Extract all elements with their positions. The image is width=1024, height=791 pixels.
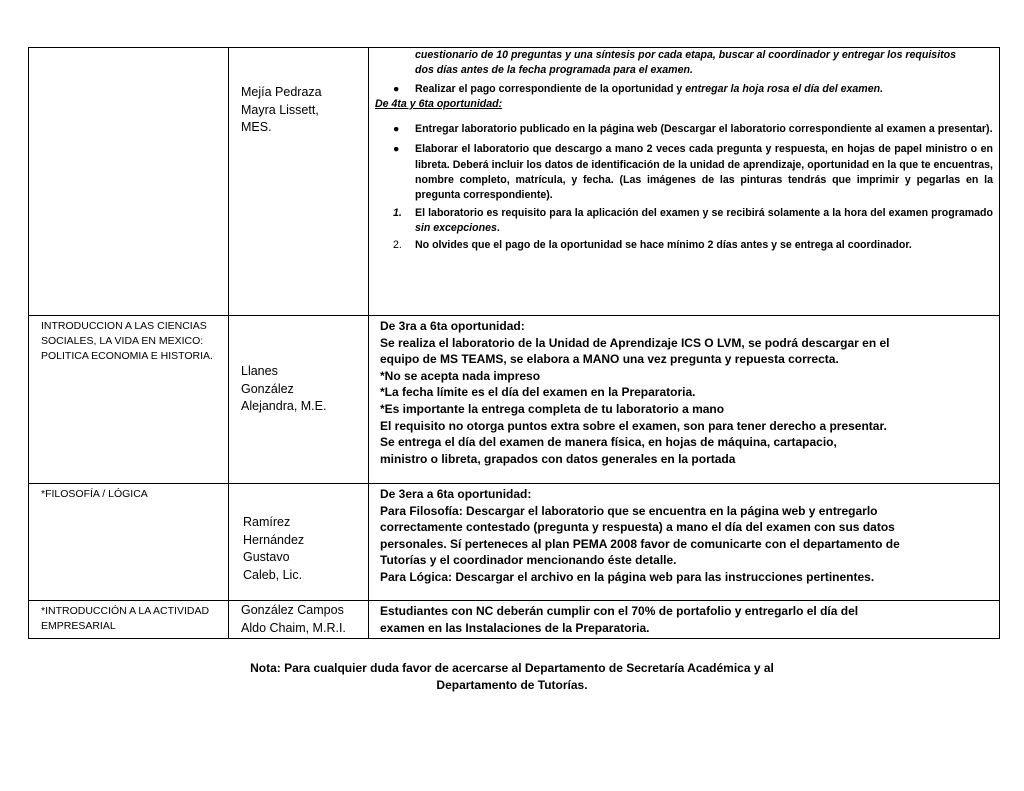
bullet-text: Realizar el pago correspondiente de la oportunidad y (415, 82, 686, 95)
requirement-line: De 3ra a 6ta oportunidad: (380, 319, 525, 333)
note-line: Nota: Para cualquier duda favor de acercarse al Departamento de Secretaría Académica y al (250, 661, 774, 675)
bullet-icon: ● (393, 143, 400, 156)
requirement-line: Tutorías y el coordinador mencionando éste detalle. (380, 553, 677, 568)
bullet-text: Elaborar el laboratorio que descargo a mano 2 veces cada pregunta y respuesta, en hojas de papel ministro o en libreta. Deberá incluir los datos de identificación de la unidad de aprendizaje, oportunidad en la que te encuentras, nombre completo, matrícula, y fecha. (Las imágenes de las pinturas tendrás que imprimir y pegarlas en la pregunta correspondiente). (415, 143, 993, 202)
table-row (29, 601, 1000, 639)
requirement-line: correctamente contestado (pregunta y respuesta) a mano el día del examen con sus datos (380, 520, 895, 535)
list-text: El laboratorio es requisito para la aplicación del examen y se recibirá solamente a la hora del examen programado (415, 206, 993, 219)
bullet-text-italic: entregar la hoja rosa el día del examen. (685, 82, 884, 95)
list-item (375, 238, 993, 253)
teacher-line: Aldo Chaim, M.R.I. (241, 620, 346, 635)
list-text: No olvides que el pago de la oportunidad se hace mínimo 2 días antes y se entrega al coordinador. (415, 239, 912, 252)
teacher-cell (229, 316, 369, 484)
teacher-line: Hernández (243, 532, 305, 547)
requirement-line: Para Filosofía: Descargar el laboratorio que se encuentra en la página web y entregarlo (380, 503, 878, 518)
list-item (375, 206, 993, 237)
requirements-cell (369, 601, 1000, 639)
teacher-line: Caleb, Lic. (243, 567, 303, 582)
requirement-line: *Es importante la entrega completa de tu laboratorio a mano (380, 401, 725, 416)
list-item (375, 122, 993, 137)
teacher-line: Mejía Pedraza (241, 85, 322, 99)
teacher-line: MES. (241, 120, 272, 134)
bullet-icon: ● (393, 123, 400, 136)
list-item (375, 82, 993, 97)
requirements-table (28, 47, 1000, 639)
teacher-cell (229, 48, 369, 316)
requirement-line: examen en las Instalaciones de la Preparatoria. (380, 620, 650, 635)
teacher-line: González (241, 381, 294, 396)
list-number: 2. (393, 239, 402, 252)
requirements-cell (369, 316, 1000, 484)
subject-cell: *INTRODUCCIÓN A LA ACTIVIDAD EMPRESARIAL (29, 601, 229, 639)
list-text-italic: sin excepciones (415, 221, 497, 234)
list-text: . (496, 221, 500, 234)
continued-text: dos días antes de la fecha programada para el examen. (415, 64, 693, 77)
teacher-line: González Campos (241, 603, 344, 617)
note-line: Departamento de Tutorías. (436, 678, 588, 692)
requirement-line: equipo de MS TEAMS, se elabora a MANO una vez pregunta y repuesta correcta. (380, 352, 839, 367)
requirement-line: Se realiza el laboratorio de la Unidad de Aprendizaje ICS O LVM, se podrá descargar en el (380, 335, 890, 350)
table-row (29, 48, 1000, 316)
table-row (29, 484, 1000, 601)
requirement-line: *La fecha límite es el día del examen en la Preparatoria. (380, 385, 696, 400)
table-row (29, 316, 1000, 484)
continued-text: cuestionario de 10 preguntas y una síntesis por cada etapa, buscar al coordinador y entregar los requisitos (415, 49, 957, 61)
requirement-line: Se entrega el día del examen de manera física, en hojas de máquina, cartapacio, (380, 435, 837, 450)
bullet-text: Entregar laboratorio publicado en la página web (Descargar el laboratorio correspondiente al examen a presentar). (415, 123, 993, 136)
requirement-line: El requisito no otorga puntos extra sobre el examen, son para tener derecho a presentar. (380, 418, 887, 433)
section-subheading: De 4ta y 6ta oportunidad: (375, 97, 503, 110)
requirements-cell (369, 484, 1000, 601)
teacher-cell (229, 484, 369, 601)
subject-cell (29, 48, 229, 316)
requirement-line: personales. Sí perteneces al plan PEMA 2008 favor de comunicarte con el departamento de (380, 536, 900, 551)
teacher-line: Gustavo (243, 550, 290, 564)
subject-cell: *FILOSOFÍA / LÓGICA (29, 484, 229, 601)
teacher-line: Ramírez (243, 515, 291, 529)
teacher-line: Llanes (241, 364, 278, 378)
bullet-icon: ● (393, 82, 400, 95)
requirement-line: De 3era a 6ta oportunidad: (380, 487, 532, 501)
list-number: 1. (393, 206, 402, 219)
footer-note (0, 660, 1024, 694)
requirement-line: *No se acepta nada impreso (380, 368, 541, 383)
requirement-line: Para Lógica: Descargar el archivo en la página web para las instrucciones pertinentes. (380, 569, 875, 584)
teacher-line: Mayra Lissett, (241, 102, 319, 117)
requirement-line: ministro o libreta, grapados con datos generales en la portada (380, 451, 736, 466)
subject-cell: INTRODUCCION A LAS CIENCIAS SOCIALES, LA VIDA EN MEXICO: POLITICA ECONOMIA E HISTORIA. (29, 316, 229, 484)
teacher-line: Alejandra, M.E. (241, 399, 327, 413)
requirement-line: Estudiantes con NC deberán cumplir con el 70% de portafolio y entregarlo el día del (380, 604, 859, 618)
teacher-cell (229, 601, 369, 639)
requirements-cell (369, 48, 1000, 316)
list-item (375, 142, 993, 203)
